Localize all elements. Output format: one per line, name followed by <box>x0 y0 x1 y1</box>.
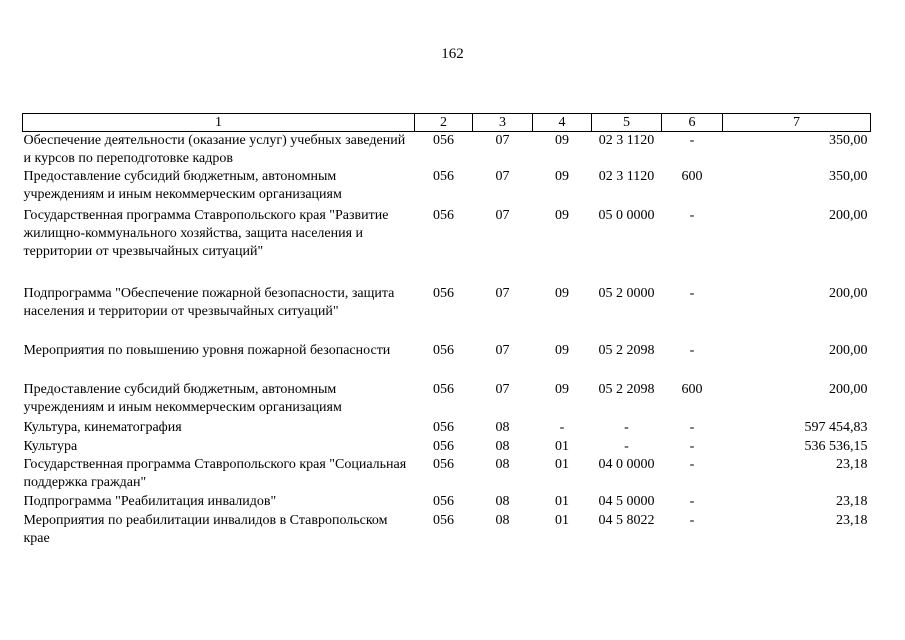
row-col-6: - <box>689 513 695 528</box>
row-col-6: - <box>689 439 695 454</box>
table-row <box>23 207 871 285</box>
row-col-6: - <box>689 420 695 435</box>
table-row <box>23 493 871 512</box>
row-col-2: 056 <box>433 169 454 184</box>
row-col-5: 04 5 8022 <box>598 513 655 528</box>
table-row <box>23 285 871 342</box>
row-col-2: 056 <box>433 343 454 358</box>
header-col-7: 7 <box>723 114 871 132</box>
row-col-4: 01 <box>555 513 569 528</box>
row-col-4: 09 <box>555 169 569 184</box>
row-col-6: - <box>689 208 695 223</box>
row-name: Предоставление субсидий бюджетным, автономным учреждениям и иным некоммерческим организациям <box>23 382 342 415</box>
row-col-3: 08 <box>495 439 510 454</box>
row-col-7: 23,18 <box>836 494 868 509</box>
row-col-5: 04 0 0000 <box>598 457 655 472</box>
row-col-7: 350,00 <box>829 169 868 184</box>
row-name: Культура, кинематография <box>23 420 182 435</box>
row-col-3: 07 <box>495 343 510 358</box>
row-col-2: 056 <box>433 513 454 528</box>
row-col-4: 01 <box>555 457 569 472</box>
row-col-3: 08 <box>495 494 510 509</box>
row-col-7: 200,00 <box>829 382 868 397</box>
row-name: Подпрограмма "Реабилитация инвалидов" <box>23 494 277 509</box>
row-col-7: 200,00 <box>829 286 868 301</box>
header-col-1: 1 <box>23 114 415 132</box>
row-col-5: 05 2 0000 <box>598 286 655 301</box>
row-col-2: 056 <box>433 420 454 435</box>
row-name: Мероприятия по повышению уровня пожарной безопасности <box>23 343 391 358</box>
row-col-4: 09 <box>555 382 569 397</box>
row-col-6: 600 <box>681 382 703 397</box>
row-col-4: - <box>559 420 565 435</box>
table-row <box>23 381 871 419</box>
row-col-5: - <box>624 420 629 435</box>
row-name: Подпрограмма "Обеспечение пожарной безопасности, защита населения и территории от чрезвычайных ситуаций" <box>23 286 395 319</box>
row-col-3: 07 <box>495 133 510 148</box>
table-row <box>23 456 871 493</box>
row-col-6: - <box>689 457 695 472</box>
table-row <box>23 132 871 169</box>
row-col-5: - <box>624 439 629 454</box>
row-col-6: 600 <box>681 169 703 184</box>
table-row <box>23 342 871 381</box>
row-col-2: 056 <box>433 494 454 509</box>
row-name: Обеспечение деятельности (оказание услуг) учебных заведений и курсов по переподготовке кадров <box>23 133 406 166</box>
row-name: Государственная программа Ставропольского края "Социальная поддержка граждан" <box>23 457 407 490</box>
row-col-3: 07 <box>495 208 510 223</box>
header-col-5: 5 <box>592 114 662 132</box>
row-col-3: 08 <box>495 513 510 528</box>
row-col-3: 08 <box>495 457 510 472</box>
row-col-2: 056 <box>433 382 454 397</box>
row-name: Культура <box>23 439 78 454</box>
row-name: Государственная программа Ставропольского края "Развитие жилищно-коммунального хозяйства, защита населения и территории от чрезвычайных ситуаций" <box>23 208 389 259</box>
row-col-7: 536 536,15 <box>804 439 868 454</box>
row-col-6: - <box>689 494 695 509</box>
row-col-5: 05 2 2098 <box>598 382 655 397</box>
row-col-2: 056 <box>433 439 454 454</box>
row-col-7: 200,00 <box>829 343 868 358</box>
header-col-3: 3 <box>473 114 533 132</box>
row-col-4: 09 <box>555 133 569 148</box>
row-col-5: 04 5 0000 <box>598 494 655 509</box>
row-col-6: - <box>689 286 695 301</box>
row-col-5: 05 0 0000 <box>598 208 655 223</box>
table-row <box>23 512 871 549</box>
row-name: Мероприятия по реабилитации инвалидов в Ставропольском крае <box>23 513 388 546</box>
table-row <box>23 419 871 438</box>
row-col-3: 07 <box>495 169 510 184</box>
page-number: 162 <box>441 46 464 62</box>
row-col-7: 23,18 <box>836 457 868 472</box>
header-col-6: 6 <box>662 114 723 132</box>
row-col-5: 02 3 1120 <box>598 169 655 184</box>
row-col-3: 07 <box>495 382 510 397</box>
row-col-4: 01 <box>555 439 569 454</box>
header-col-4: 4 <box>533 114 592 132</box>
row-col-2: 056 <box>433 457 454 472</box>
row-name: Предоставление субсидий бюджетным, автономным учреждениям и иным некоммерческим организациям <box>23 169 342 202</box>
row-col-4: 09 <box>555 208 569 223</box>
header-row <box>23 114 871 132</box>
row-col-6: - <box>689 133 695 148</box>
table-row <box>23 438 871 456</box>
row-col-7: 200,00 <box>829 208 868 223</box>
row-col-7: 350,00 <box>829 133 868 148</box>
row-col-4: 09 <box>555 286 569 301</box>
row-col-2: 056 <box>433 286 454 301</box>
header-col-2: 2 <box>415 114 473 132</box>
row-col-7: 23,18 <box>836 513 868 528</box>
table-row <box>23 168 871 207</box>
budget-table <box>22 113 871 549</box>
row-col-3: 07 <box>495 286 510 301</box>
row-col-7: 597 454,83 <box>804 420 868 435</box>
row-col-2: 056 <box>433 208 454 223</box>
row-col-5: 02 3 1120 <box>598 133 655 148</box>
row-col-4: 01 <box>555 494 569 509</box>
row-col-5: 05 2 2098 <box>598 343 655 358</box>
row-col-6: - <box>689 343 695 358</box>
row-col-2: 056 <box>433 133 454 148</box>
row-col-4: 09 <box>555 343 569 358</box>
row-col-3: 08 <box>495 420 510 435</box>
